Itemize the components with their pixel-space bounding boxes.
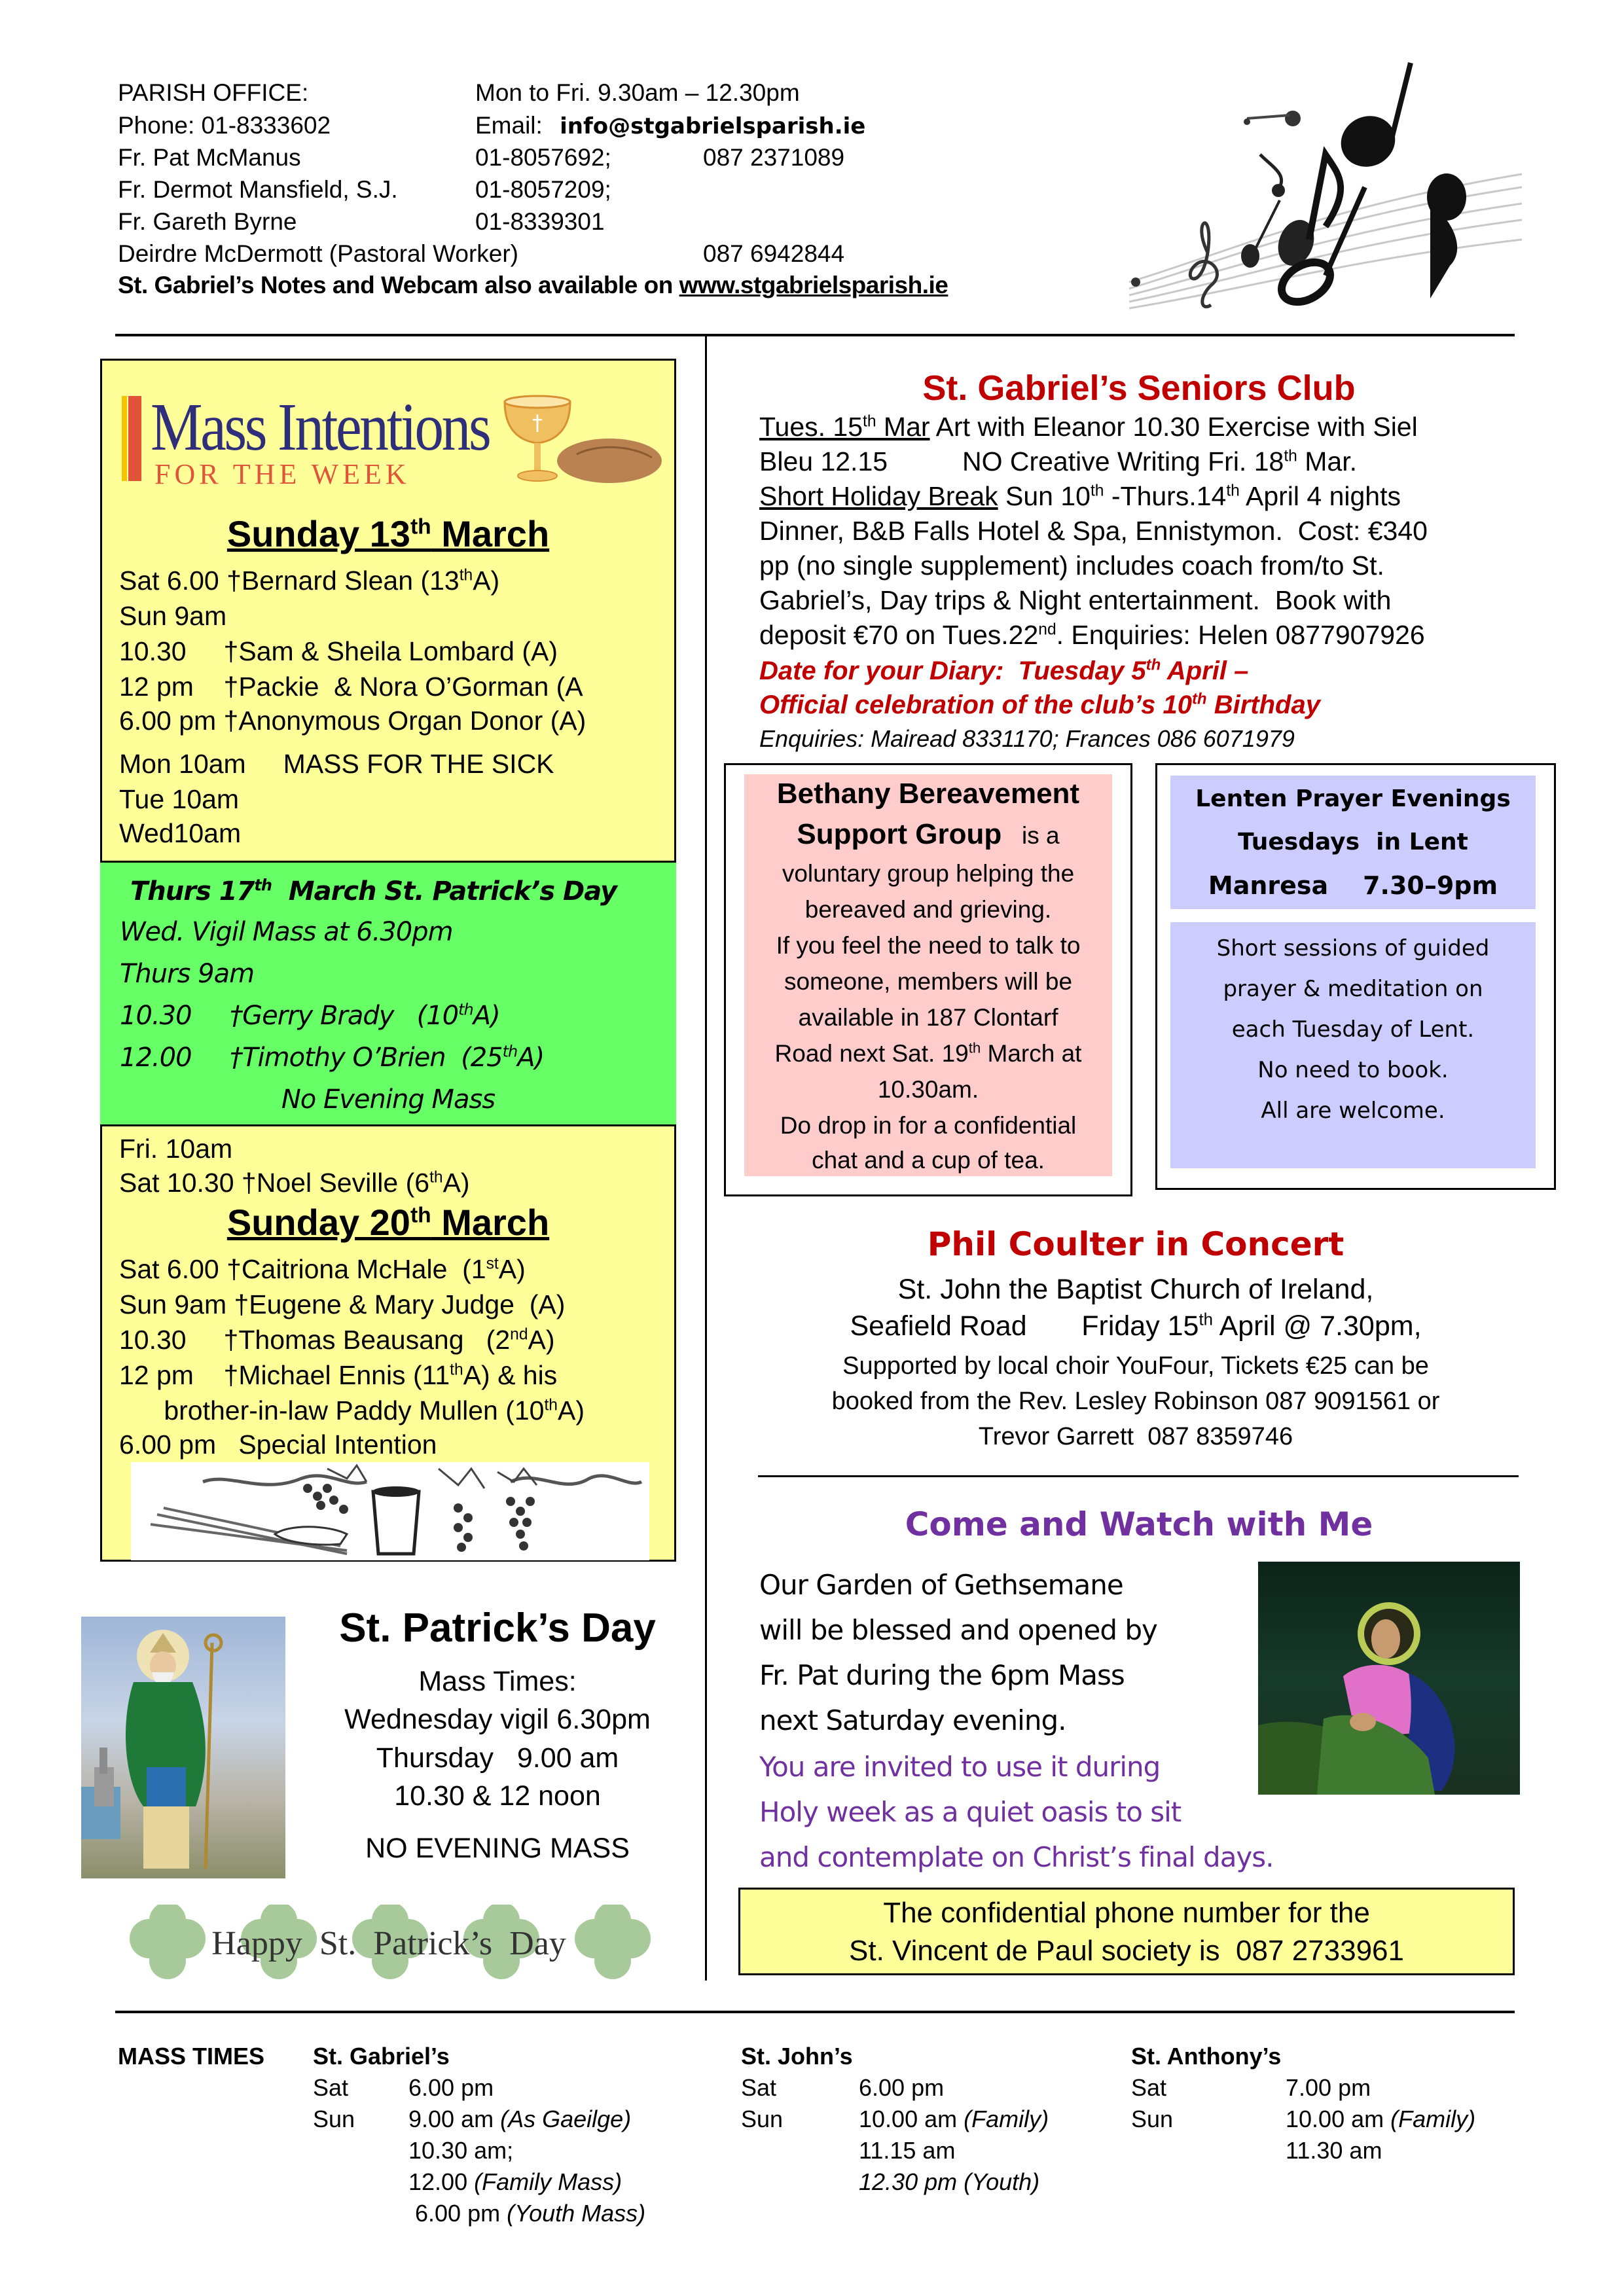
- gethsemane-image: [1258, 1562, 1520, 1795]
- contact-phone: 01-8057692;: [475, 144, 611, 171]
- mass-time: 11.30 am: [1286, 2137, 1382, 2164]
- office-hours: Mon to Fri. 9.30am – 12.30pm: [475, 79, 800, 106]
- watch-title: Come and Watch with Me: [905, 1505, 1373, 1543]
- concert-title: Phil Coulter in Concert: [927, 1225, 1344, 1263]
- contact-row: [118, 174, 398, 206]
- bethany-box: [724, 763, 1132, 1196]
- bethany-line: available in 187 Clontarf: [798, 1004, 1058, 1031]
- mass-time: 7.00 pm: [1286, 2074, 1371, 2101]
- watch-line-invite: Holy week as a quiet oasis to sit: [759, 1796, 1182, 1828]
- seniors-date-link: Tues. 15th Mar: [759, 412, 930, 442]
- mass-day: Sat: [741, 2074, 777, 2101]
- seniors-line: Dinner, B&B Falls Hotel & Spa, Ennistymon. Cost: €340: [759, 516, 1428, 546]
- band-line: 10.30 †Gerry Brady (10thA): [120, 1000, 500, 1031]
- watch-line: will be blessed and opened by: [759, 1614, 1157, 1646]
- intention-line: 6.00 pm †Anonymous Organ Donor (A): [119, 706, 586, 736]
- mass-time: 12.00 (Family Mass): [408, 2168, 623, 2195]
- mass-time: 10.00 am (Family): [859, 2106, 1049, 2132]
- logo-bar-icon: [128, 396, 141, 481]
- seniors-club-title: St. Gabriel’s Seniors Club: [922, 368, 1356, 408]
- band-line: 12.00 †Timothy O’Brien (25thA): [120, 1042, 545, 1073]
- intention-line: Sat 6.00 †Caitriona McHale (1stA): [119, 1254, 526, 1284]
- watch-body: [759, 1566, 1274, 1893]
- eucharist-illustration: [131, 1462, 649, 1560]
- seniors-line: deposit €70 on Tues.22nd. Enquiries: Helen 0877907926: [759, 620, 1425, 650]
- intention-line: Sat 6.00 †Bernard Slean (13thA): [119, 565, 500, 596]
- music-notes-image: [1129, 56, 1522, 318]
- mass-day: Sat: [1131, 2074, 1167, 2101]
- mass-time: 10.00 am (Family): [1286, 2106, 1476, 2132]
- bethany-line: 10.30am.: [877, 1076, 979, 1103]
- mass-day: Sun: [1131, 2106, 1174, 2132]
- concert-section: [746, 1225, 1525, 1474]
- mass-times-label: MASS TIMES: [118, 2043, 265, 2070]
- intention-line: Wed10am: [119, 818, 242, 848]
- office-label: PARISH OFFICE:: [118, 79, 309, 106]
- bethany-panel: [744, 774, 1112, 1176]
- birthday-celebration: Official celebration of the club’s 10th Birthday: [759, 690, 1320, 719]
- mass-time: 6.00 pm: [859, 2074, 945, 2101]
- mass-time: 10.30 am;: [408, 2137, 514, 2164]
- bethany-line: bereaved and grieving.: [804, 896, 1052, 923]
- banner-text: Happy St. Patrick’s Day: [211, 1925, 566, 1962]
- website-link[interactable]: www.stgabrielsparish.ie: [679, 272, 948, 298]
- lenten-line: No need to book.: [1257, 1057, 1449, 1083]
- mass-time: 12.30 pm (Youth): [859, 2168, 1040, 2195]
- st-patricks-title: St. Patrick’s Day: [339, 1605, 656, 1651]
- watch-line-invite: You are invited to use it during: [759, 1751, 1161, 1783]
- band-footer: No Evening Mass: [281, 1085, 496, 1115]
- lenten-time: Manresa 7.30–9pm: [1208, 871, 1498, 900]
- seniors-line: Gabriel’s, Day trips & Night entertainment. Book with: [759, 585, 1392, 615]
- parish-phone: Phone: 01-8333602: [118, 112, 331, 139]
- logo-title: Mass Intentions: [151, 389, 490, 465]
- mass-time: 11.15 am: [859, 2137, 956, 2164]
- watch-line: Our Garden of Gethsemane: [759, 1569, 1123, 1601]
- contact-mobile: 087 6942844: [703, 240, 845, 267]
- lenten-line: prayer & meditation on: [1223, 976, 1483, 1002]
- bethany-title-line2: Support Group is a: [797, 818, 1060, 850]
- intention-line: 12 pm †Michael Ennis (11thA) & his: [119, 1360, 558, 1390]
- intention-line: 12 pm †Packie & Nora O’Gorman (A: [119, 672, 583, 702]
- lenten-detail-panel: [1170, 922, 1536, 1168]
- church-name: St. Gabriel’s: [313, 2043, 450, 2070]
- st-patricks-times: [288, 1666, 707, 1882]
- logo-subtitle: FOR THE WEEK: [154, 458, 410, 490]
- lenten-box: [1155, 763, 1556, 1190]
- contact-phone: 01-8339301: [475, 208, 605, 235]
- holiday-break-label: Short Holiday Break: [759, 481, 998, 511]
- no-evening-mass: NO EVENING MASS: [365, 1833, 630, 1864]
- mass-times-label: Mass Times:: [418, 1666, 577, 1697]
- intention-line: Fri. 10am: [119, 1134, 233, 1164]
- seniors-line: Bleu 12.15 NO Creative Writing Fri. 18: [759, 446, 1284, 476]
- intention-line: Sat 10.30 †Noel Seville (6thA): [119, 1168, 470, 1198]
- week2-heading: Sunday 20th March: [226, 1202, 550, 1243]
- mass-intentions-box: [100, 359, 676, 1562]
- svg-text:†: †: [532, 410, 543, 435]
- bethany-line: Road next Sat. 19th March at: [774, 1039, 1082, 1067]
- svp-box: [738, 1888, 1515, 1975]
- notes-text: St. Gabriel’s Notes and Webcam also available on: [118, 272, 679, 298]
- watch-line: Fr. Pat during the 6pm Mass: [759, 1659, 1125, 1691]
- bethany-line: chat and a cup of tea.: [812, 1147, 1045, 1174]
- mass-day: Sat: [313, 2074, 349, 2101]
- contact-mobile: 087 2371089: [703, 144, 845, 171]
- intention-line: Sun 9am †Eugene & Mary Judge (A): [119, 1289, 566, 1319]
- footer-divider: [115, 2011, 1515, 2013]
- bethany-title: Bethany Bereavement: [776, 778, 1080, 810]
- contact-name: Fr. Pat McManus: [118, 144, 301, 171]
- intention-line: 10.30 †Sam & Sheila Lombard (A): [119, 636, 558, 666]
- concert-line: St. John the Baptist Church of Ireland,: [897, 1274, 1374, 1305]
- lenten-line: Short sessions of guided: [1216, 935, 1490, 961]
- contact-phone: 01-8057209;: [475, 176, 611, 203]
- svp-line: The confidential phone number for the: [883, 1897, 1370, 1929]
- email-label: Email:: [475, 112, 543, 139]
- intention-line: Mon 10am MASS FOR THE SICK: [119, 749, 554, 779]
- st-patrick-band: [100, 861, 676, 1126]
- bethany-line: someone, members will be: [784, 968, 1073, 995]
- contact-name: Deirdre McDermott (Pastoral Worker): [118, 240, 518, 267]
- band-heading: Thurs 17th March St. Patrick’s Day: [130, 876, 617, 906]
- watch-line-invite: and contemplate on Christ’s final days.: [759, 1841, 1274, 1873]
- mass-day: Sun: [741, 2106, 784, 2132]
- contact-name: Fr. Dermot Mansfield, S.J.: [118, 176, 398, 203]
- patrick-time-line: Thursday 9.00 am: [376, 1742, 619, 1774]
- intention-line: 10.30 †Thomas Beausang (2ndA): [119, 1325, 555, 1355]
- lenten-header-panel: [1170, 776, 1536, 909]
- contact-name: Fr. Gareth Byrne: [118, 208, 297, 235]
- seniors-line: pp (no single supplement) includes coach from/to St.: [759, 550, 1384, 581]
- seniors-enquiries: Enquiries: Mairead 8331170; Frances 086 6071979: [759, 725, 1295, 752]
- bethany-line: If you feel the need to talk to: [776, 932, 1081, 959]
- st-patrick-image: [81, 1617, 285, 1878]
- mass-time: 6.00 pm: [408, 2074, 494, 2101]
- concert-line: Seafield Road Friday 15th April @ 7.30pm,: [850, 1310, 1422, 1342]
- lenten-title: Lenten Prayer Evenings: [1195, 785, 1511, 812]
- svp-phone: St. Vincent de Paul society is 087 2733961: [849, 1935, 1404, 1967]
- contact-row: [118, 142, 301, 174]
- band-line: Wed. Vigil Mass at 6.30pm: [120, 917, 453, 947]
- intention-line: brother-in-law Paddy Mullen (10thA): [119, 1395, 585, 1426]
- logo-bar-icon: [122, 396, 127, 481]
- week1-heading: Sunday 13th March: [226, 513, 550, 554]
- email-link[interactable]: info@stgabrielsparish.ie: [560, 113, 866, 139]
- lenten-line: All are welcome.: [1261, 1098, 1445, 1124]
- contact-row: [118, 206, 297, 238]
- concert-line: Trevor Garrett 087 8359746: [978, 1423, 1293, 1450]
- diary-date: Date for your Diary: Tuesday 5th April –: [759, 656, 1249, 685]
- happy-st-patricks-banner: [115, 1905, 662, 1986]
- bethany-line: Do drop in for a confidential: [780, 1112, 1077, 1139]
- seniors-club-body: Tues. 15th Mar Art with Eleanor 10.30 Exercise with Siel Bleu 12.15 NO Creative Writing Fri. 18th Mar. Short Holiday Break Sun 10th -Thurs.14th April 4 nights Dinner, B&B Falls Hotel & Spa, Ennistymon. Cost: €340 pp (no single supplement) includes coach from/to St. Gabriel’s, Day trips & Night entertainment. Book with deposit €70 on Tues.22nd. Enquiries: Helen 0877907926 Date for your Diary: Tuesday 5th April – Official celebration of the club’s 10th Birthday Enquiries: Mairead 8331170; Frances 086 6071979: [759, 410, 1532, 763]
- chalice-bread-icon: [498, 392, 662, 490]
- concert-divider: [758, 1475, 1519, 1477]
- band-line: Thurs 9am: [120, 959, 255, 989]
- parish-header: [118, 77, 1126, 319]
- mass-time: 6.00 pm (Youth Mass): [408, 2200, 646, 2227]
- bethany-line: voluntary group helping the: [782, 860, 1075, 887]
- intention-line: Tue 10am: [119, 784, 240, 814]
- patrick-time-line: Wednesday vigil 6.30pm: [344, 1704, 651, 1735]
- header-divider: [115, 334, 1515, 336]
- church-name: St. Anthony’s: [1131, 2043, 1282, 2070]
- mass-time: 9.00 am (As Gaeilge): [408, 2106, 632, 2132]
- church-name: St. John’s: [741, 2043, 853, 2070]
- lenten-line: each Tuesday of Lent.: [1231, 1016, 1475, 1043]
- lenten-day: Tuesdays in Lent: [1238, 829, 1468, 855]
- concert-line: booked from the Rev. Lesley Robinson 087 9091561 or: [831, 1388, 1440, 1415]
- concert-line: Supported by local choir YouFour, Tickets €25 can be: [842, 1352, 1429, 1380]
- intention-line: 6.00 pm Special Intention: [119, 1429, 437, 1460]
- mass-intentions-logo: [122, 389, 659, 490]
- contact-row: [118, 238, 518, 270]
- patrick-time-line: 10.30 & 12 noon: [394, 1780, 601, 1812]
- intention-line: Sun 9am: [119, 601, 227, 631]
- watch-line: next Saturday evening.: [759, 1704, 1066, 1736]
- mass-day: Sun: [313, 2106, 355, 2132]
